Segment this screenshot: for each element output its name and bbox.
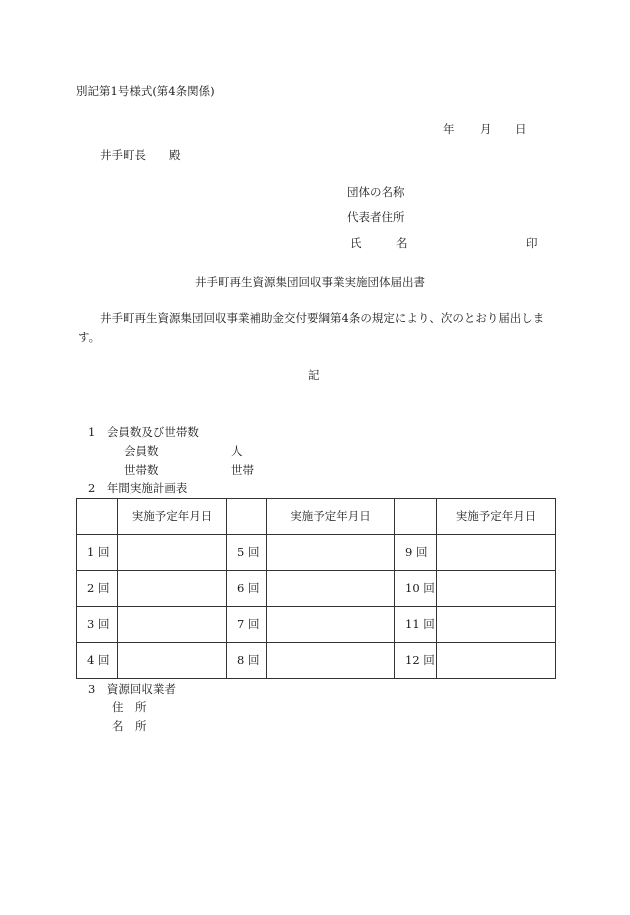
annual-plan-table bbox=[76, 498, 556, 679]
round-label: 3 回 bbox=[77, 607, 118, 643]
round-label: 11 回 bbox=[395, 607, 437, 643]
table-row bbox=[77, 607, 556, 643]
round-label: 4 回 bbox=[77, 643, 118, 679]
round-label: 1 回 bbox=[77, 535, 118, 571]
table-row bbox=[77, 571, 556, 607]
date-cell bbox=[267, 643, 395, 679]
body-text-line2: す。 bbox=[78, 330, 101, 344]
date-cell bbox=[267, 535, 395, 571]
table-header-row bbox=[77, 499, 556, 535]
households-unit: 世帯 bbox=[231, 463, 254, 477]
table-cell bbox=[77, 499, 118, 535]
table-row bbox=[77, 535, 556, 571]
form-id: 別記第1号様式(第4条関係) bbox=[76, 84, 215, 98]
date-cell bbox=[267, 607, 395, 643]
table-row bbox=[77, 643, 556, 679]
document-title: 井手町再生資源集団回収事業実施団体届出書 bbox=[195, 275, 425, 289]
round-label: 7 回 bbox=[227, 607, 267, 643]
group-name-label: 団体の名称 bbox=[347, 185, 405, 199]
round-label: 12 回 bbox=[395, 643, 437, 679]
section2-heading: 2 年間実施計画表 bbox=[88, 481, 188, 495]
date-cell bbox=[118, 571, 227, 607]
date-cell bbox=[118, 607, 227, 643]
date-cell bbox=[267, 571, 395, 607]
section3-heading: 3 資源回収業者 bbox=[88, 682, 176, 696]
households-label: 世帯数 bbox=[124, 463, 159, 477]
name-label-part1: 氏 bbox=[350, 236, 362, 250]
round-label: 2 回 bbox=[77, 571, 118, 607]
round-label: 6 回 bbox=[227, 571, 267, 607]
collector-address-label: 住 所 bbox=[112, 700, 147, 714]
members-label: 会員数 bbox=[124, 444, 159, 458]
rep-address-label: 代表者住所 bbox=[347, 210, 405, 224]
column-header: 実施予定年月日 bbox=[267, 499, 395, 535]
section1-heading: 1 会員数及び世帯数 bbox=[88, 425, 199, 439]
date-cell bbox=[118, 535, 227, 571]
table-cell bbox=[227, 499, 267, 535]
date-month-label: 月 bbox=[480, 122, 492, 136]
round-label: 9 回 bbox=[395, 535, 437, 571]
date-cell bbox=[437, 535, 556, 571]
date-cell bbox=[437, 607, 556, 643]
members-unit: 人 bbox=[231, 444, 243, 458]
body-text-line1: 井手町再生資源集団回収事業補助金交付要綱第4条の規定により、次のとおり届出しま bbox=[100, 311, 545, 325]
collector-name-label: 名 所 bbox=[112, 719, 147, 733]
round-label: 10 回 bbox=[395, 571, 437, 607]
date-day-label: 日 bbox=[515, 122, 527, 136]
addressee: 井手町長 殿 bbox=[100, 148, 181, 162]
ki-heading: 記 bbox=[308, 368, 320, 382]
date-cell bbox=[437, 643, 556, 679]
date-cell bbox=[437, 571, 556, 607]
round-label: 8 回 bbox=[227, 643, 267, 679]
column-header: 実施予定年月日 bbox=[437, 499, 556, 535]
table-cell bbox=[395, 499, 437, 535]
name-label-part2: 名 bbox=[396, 236, 408, 250]
column-header: 実施予定年月日 bbox=[118, 499, 227, 535]
date-cell bbox=[118, 643, 227, 679]
round-label: 5 回 bbox=[227, 535, 267, 571]
seal-mark: 印 bbox=[526, 236, 538, 250]
date-year-label: 年 bbox=[443, 122, 455, 136]
